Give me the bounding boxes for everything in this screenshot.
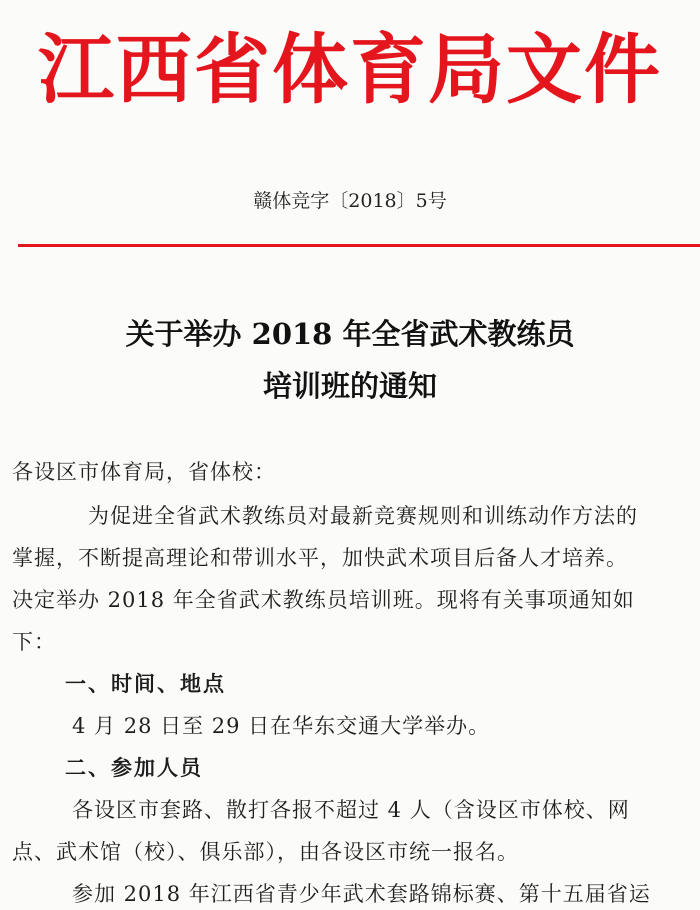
issuer-header: 江西省体育局文件 [38,25,662,114]
intro-line: 下： [12,630,56,654]
document-number: 赣体竞字〔2018〕5号 [253,190,447,212]
section-heading-participants: 二、参加人员 [65,755,203,780]
notice-title-line-2: 培训班的通知 [262,369,437,403]
participants-line: 各设区市套路、散打各报不超过 4 人（含设区市体校、网 [72,798,630,822]
section-heading-time-place: 一、时间、地点 [65,671,226,696]
red-divider-line [18,244,700,247]
participants-line: 参加 2018 年江西省青少年武术套路锦标赛、第十五届省运 [72,882,651,906]
intro-line: 掌握，不断提高理论和带训水平，加快武术项目后备人才培养。 [12,546,628,570]
intro-line: 决定举办 2018 年全省武术教练员培训班。现将有关事项通知如 [12,588,635,612]
participants-line: 点、武术馆（校）、俱乐部），由各设区市统一报名。 [12,840,519,864]
salutation: 各设区市体育局，省体校： [12,460,276,484]
intro-line: 为促进全省武术教练员对最新竞赛规则和训练动作方法的 [88,504,638,528]
notice-title-line-1: 关于举办 2018 年全省武术教练员 [125,317,575,351]
section-text-time-place: 4 月 28 日至 29 日在华东交通大学举办。 [72,714,491,738]
